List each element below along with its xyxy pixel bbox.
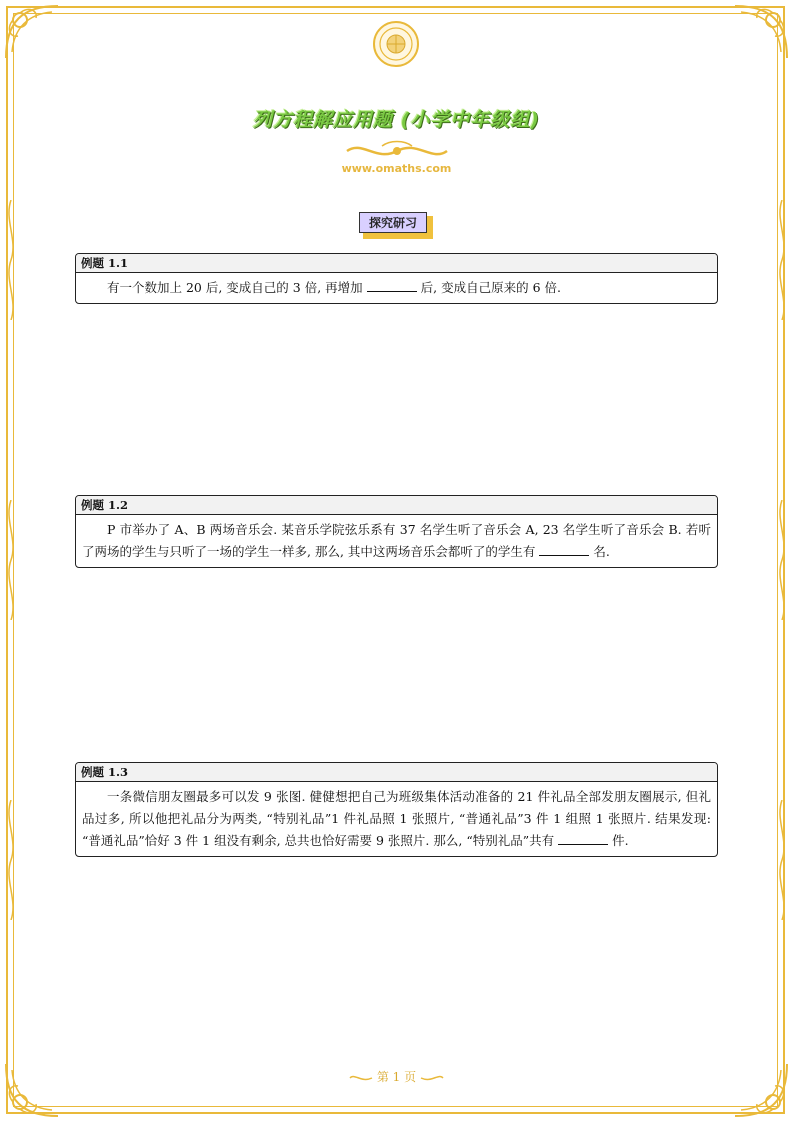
answer-blank <box>558 832 608 845</box>
example-box <box>75 762 718 857</box>
footer-ornament-icon <box>349 1073 373 1083</box>
example-text-before: 一条微信朋友圈最多可以发 9 张图. 健健想把自己为班级集体活动准备的 21 件礼品全部发朋友圈展示, 但礼品过多, 所以他把礼品分为两类, “特别礼品”1 件礼品照 1 张照片, “普通礼品”3 件 1 组照 1 张照片. 结果发现: “普通礼品”恰好 3 件 1 组没有剩余, 总共也恰好需要 9 张照片. 那么, “特别礼品”共有 <box>82 789 711 848</box>
page-title: 列方程解应用题 (小学中年级组) <box>253 109 540 131</box>
corner-ornament-icon <box>2 2 62 62</box>
example-text-before: P 市举办了 A、B 两场音乐会. 某音乐学院弦乐系有 37 名学生听了音乐会 A, 23 名学生听了音乐会 B. 若听了两场的学生与只听了一场的学生一样多, 那么, 其中这两场音乐会都听了的学生有 <box>82 522 711 559</box>
section-badge <box>359 212 427 233</box>
website-url: www.omaths.com <box>341 162 452 175</box>
example-label: 例题 1.1 <box>76 254 717 273</box>
side-ornament-icon <box>4 500 18 620</box>
example-text-after: 后, 变成自己原来的 6 倍. <box>420 280 561 295</box>
answer-blank <box>367 279 417 292</box>
side-ornament-icon <box>775 800 789 920</box>
footer-ornament-icon <box>420 1073 444 1083</box>
example-text-after: 件. <box>612 833 629 848</box>
page-number: 第 1 页 <box>376 1070 417 1084</box>
title-ornament-icon <box>342 138 452 164</box>
example-box <box>75 495 718 568</box>
seal-logo-icon <box>372 20 420 68</box>
side-ornament-icon <box>775 200 789 320</box>
example-text <box>76 782 717 856</box>
page-footer <box>0 1068 793 1085</box>
corner-ornament-icon <box>731 2 791 62</box>
answer-blank <box>539 543 589 556</box>
side-ornament-icon <box>775 500 789 620</box>
example-label: 例题 1.2 <box>76 496 717 515</box>
example-text <box>76 515 717 567</box>
example-box <box>75 253 718 304</box>
side-ornament-icon <box>4 200 18 320</box>
section-badge-label: 探究研习 <box>359 212 427 233</box>
side-ornament-icon <box>4 800 18 920</box>
example-text <box>76 273 717 303</box>
example-label: 例题 1.3 <box>76 763 717 782</box>
example-text-before: 有一个数加上 20 后, 变成自己的 3 倍, 再增加 <box>107 280 363 295</box>
example-text-after: 名. <box>593 544 610 559</box>
